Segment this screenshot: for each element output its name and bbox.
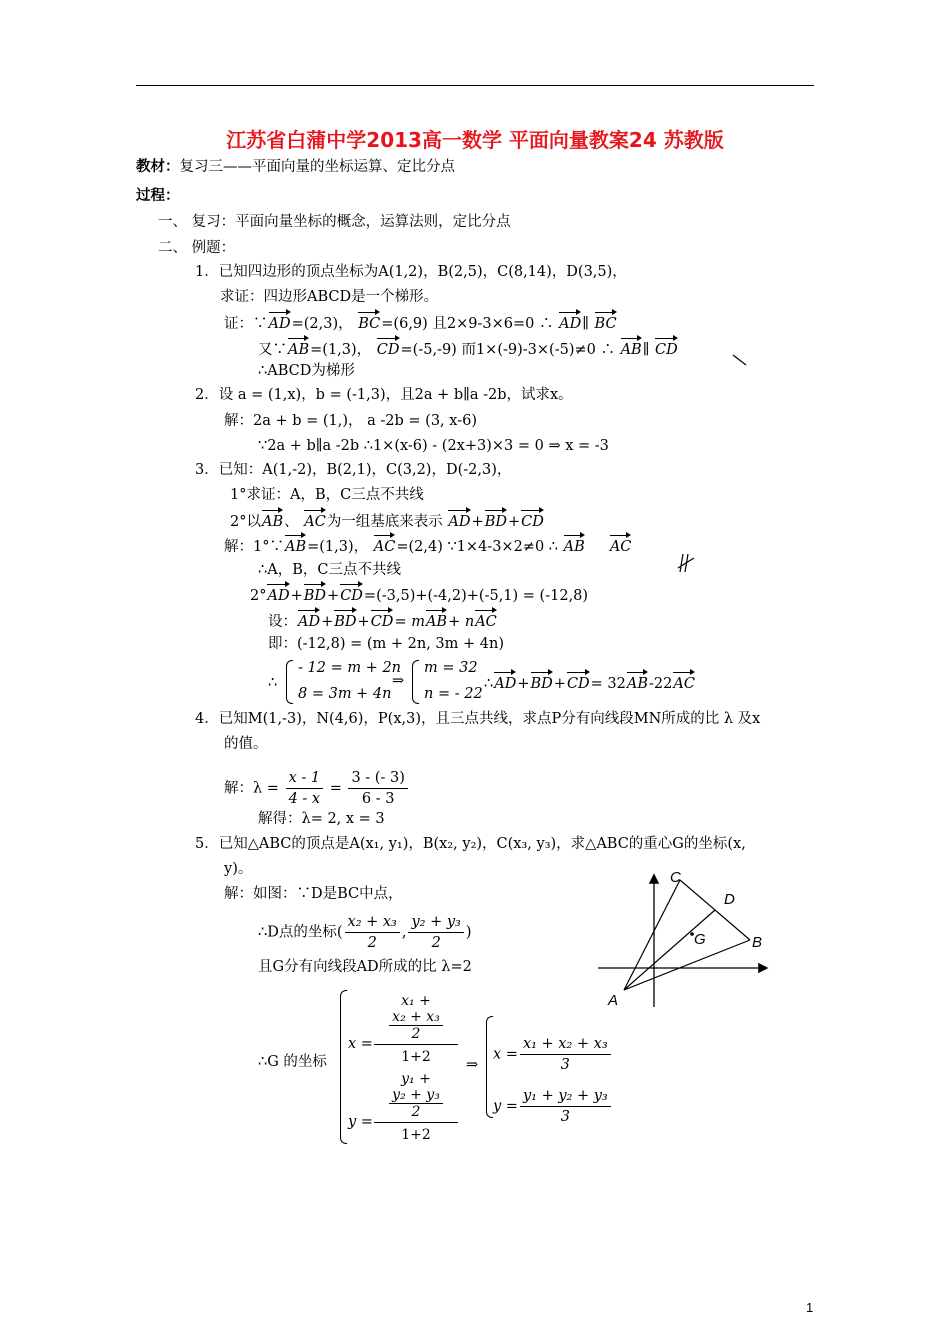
label-c: C (670, 869, 681, 886)
ex5-g-coord-label: ∴G 的坐标 (258, 1054, 327, 1070)
vector-bd: BD (334, 606, 356, 632)
vector-ab: AB (426, 606, 447, 632)
ex1-conclusion: ∴ABCD为梯形 (258, 363, 355, 379)
vector-cd: CD (655, 334, 678, 360)
system2-eq2: n = - 22 (424, 686, 483, 702)
vector-ad: AD (269, 308, 291, 334)
system1-eq2: 8 = 3m + 4n (298, 686, 392, 702)
ex1-question: 1．已知四边形的顶点坐标为A(1,2)，B(2,5)，C(8,14)，D(3,5)， (195, 264, 627, 280)
ex4-solution: 解：λ = $\frac{x - 1}{4 - x}$ = $\frac{3 - (- 3)}{6 - 3}$ (224, 768, 410, 809)
gy-result: y = $\frac{\text{y₁ + y₂ + y₃}}{3}$ (493, 1086, 613, 1127)
vector-bc: BC (358, 308, 380, 334)
vector-ab: AB (288, 334, 309, 360)
vector-ac: AC (673, 668, 695, 694)
ex4-question: 4．已知M(1,-3)，N(4,6)，P(x,3)，且三点共线，求点P分有向线段MN所成的比 λ 及x (195, 711, 761, 727)
side-ac (624, 880, 680, 990)
ex5-question-cont: y)。 (224, 861, 253, 877)
ex3-sol1: 解：1°∵AB=(1,3)， AC=(2,4) ∵1×4-3×2≠0 ∴ AB AC (224, 531, 632, 557)
vector-cd: CD (567, 668, 590, 694)
vector-ad: AD (494, 668, 516, 694)
implies-symbol: ⇒ (466, 1057, 479, 1073)
ex1-claim: 求证：四边形ABCD是一个梯形。 (220, 289, 439, 305)
ex3-question: 3．已知：A(1,-2)，B(2,1)，C(3,2)，D(-2,3)， (195, 462, 512, 478)
fraction: $\frac{x - 1}{4 - x}$ (286, 768, 324, 809)
vector-bd: BD (485, 506, 507, 532)
ex2-step1: 解：2a + b = (1,)， a -2b = (3, x-6) (224, 413, 477, 429)
header-rule (136, 85, 814, 86)
vector-ad: AD (298, 606, 320, 632)
label-a: A (608, 992, 619, 1009)
gx-result: x = $\frac{\text{x₁ + x₂ + x₃}}{3}$ (493, 1034, 613, 1075)
system-brace (340, 990, 347, 1144)
vector-ad: AD (559, 308, 581, 334)
gx-prefix: x = (348, 1036, 373, 1052)
ex3-part1: 1°求证：A，B，C三点不共线 (230, 487, 424, 503)
ex2-question: 2．设 a = (1,x)，b = (-1,3)，且2a + b∥a -2b，试求x。 (195, 387, 573, 403)
ex3-part2: 2°以AB、 AC为一组基底来表示 AD+BD+CD (230, 506, 545, 532)
page-number: 1 (806, 1300, 814, 1315)
median-ad (624, 910, 715, 990)
ex5-step3: 且G分有向线段AD所成的比 λ=2 (258, 959, 472, 975)
ex1-proof-line2: 又∵AB=(1,3)， CD=(-5,-9) 而1×(-9)-3×(-5)≠0 ∴ AB∥ CD (258, 334, 679, 360)
vector-ad: AD (267, 580, 289, 606)
vector-ad: AD (448, 506, 470, 532)
vector-cd: CD (371, 606, 394, 632)
ex2-step2: ∵2a + b∥a -2b ∴1×(x-6) - (2x+3)×3 = 0 ⇒ x = -3 (258, 438, 609, 454)
vector-bd: BD (304, 580, 326, 606)
vector-cd: CD (340, 580, 363, 606)
section-examples: 二、 例题： (158, 240, 236, 256)
gy-fraction: y₁ + $\frac{\text{y₂ + y₃}}{2}$ 1+2 (374, 1071, 458, 1143)
vector-ab: AB (262, 506, 283, 532)
fraction: $\frac{\text{y₂ + y₃}}{2}$ (408, 912, 463, 953)
vector-ac: AC (374, 531, 396, 557)
gy-prefix: y = (348, 1114, 373, 1130)
triangle-centroid-diagram (590, 862, 780, 1012)
material-label: 教材： (136, 159, 180, 175)
vector-ac: AC (610, 531, 632, 557)
not-sign-icon (730, 352, 750, 368)
process-label: 过程： (136, 188, 180, 204)
ex3-sol2: 2°AD+BD+CD=(-3,5)+(-4,2)+(-5,1) = (-12,8) (250, 580, 588, 606)
system2-eq1: m = 32 (424, 660, 478, 676)
fraction: $\frac{3 - (- 3)}{6 - 3}$ (348, 768, 407, 809)
label-g: G (694, 931, 706, 948)
ex3-i-e: 即：(-12,8) = (m + 2n, 3m + 4n) (268, 636, 504, 652)
vector-bc: BC (595, 308, 617, 334)
system-brace (412, 660, 419, 704)
label-b: B (752, 934, 763, 951)
vector-ab: AB (621, 334, 642, 360)
ex3-result: ∴AD+BD+CD= 32AB-22AC (484, 668, 696, 694)
ex5-step1: 解：如图：∵D是BC中点， (224, 886, 403, 902)
implies-symbol: ⇒ (392, 673, 405, 689)
ex5-step2: ∴D点的坐标( $\frac{\text{x₂ + x₃}}{2}$ , $\frac{\text{y₂ + y₃}}{2}$ ) (258, 914, 472, 951)
vector-ab: AB (564, 531, 585, 557)
label-d: D (724, 891, 735, 908)
ex3-set: 设：AD+BD+CD= mAB+ nAC (268, 606, 498, 632)
ex4-question-cont: 的值。 (224, 736, 268, 752)
vector-ac: AC (475, 606, 497, 632)
side-ab (624, 940, 750, 990)
vector-ac: AC (304, 506, 326, 532)
page-title: 江苏省白蒲中学2013高一数学 平面向量教案24 苏教版 (226, 128, 724, 152)
vector-cd: CD (377, 334, 400, 360)
fraction: $\frac{\text{x₂ + x₃}}{2}$ (345, 912, 400, 953)
vector-ab: AB (285, 531, 306, 557)
ex3-sol1-conclusion: ∴A，B，C三点不共线 (258, 562, 401, 578)
therefore-symbol: ∴ (268, 675, 278, 691)
ex5-question: 5．已知△ABC的顶点是A(x₁, y₁)，B(x₂, y₂)，C(x₃, y₃)，求△ABC的重心G的坐标(x, (195, 836, 746, 852)
vector-cd: CD (521, 506, 544, 532)
material-line (136, 157, 455, 177)
vector-ab: AB (627, 668, 648, 694)
ex1-proof-line1: 证：∵AD=(2,3)， BC=(6,9) 且2×9-3×6=0 ∴ AD∥ BC (224, 308, 618, 334)
gx-fraction: x₁ + $\frac{\text{x₂ + x₃}}{2}$ 1+2 (374, 993, 458, 1065)
section-review: 一、 复习：平面向量坐标的概念，运算法则，定比分点 (158, 214, 511, 230)
not-parallel-icon (676, 552, 698, 576)
system-brace (486, 1016, 493, 1118)
system1-eq1: - 12 = m + 2n (298, 660, 402, 676)
system-brace (286, 660, 293, 704)
ex4-answer: 解得：λ= 2, x = 3 (258, 811, 385, 827)
material-text: 复习三——平面向量的坐标运算、定比分点 (179, 159, 455, 175)
vector-bd: BD (531, 668, 553, 694)
